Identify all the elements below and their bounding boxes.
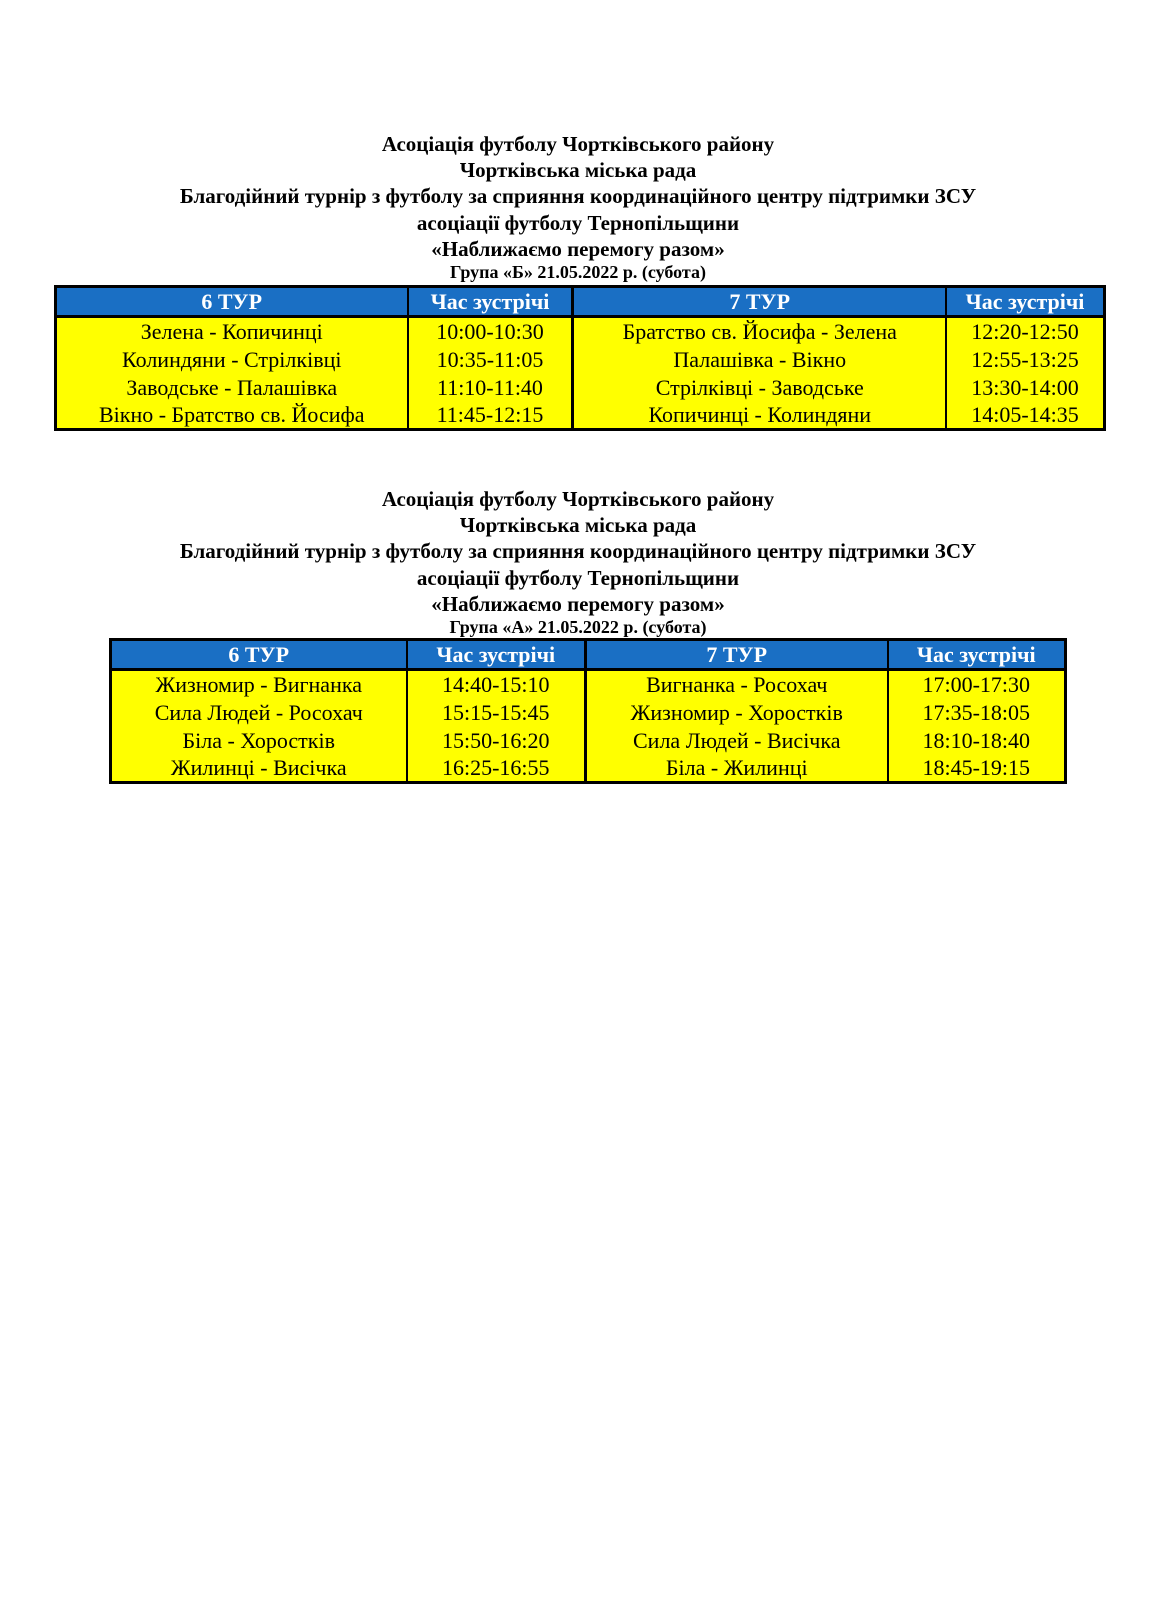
time-cell: 11:45-12:15 <box>408 402 573 430</box>
table-row <box>111 727 1066 755</box>
heading-line-tournament: Благодійний турнір з футболу за сприяння координаційного центру підтримки ЗСУ <box>179 184 977 209</box>
heading-line-council: Чортківська міська рада <box>459 513 697 538</box>
heading-line-association: Асоціація футболу Чортківського району <box>381 487 775 511</box>
table-row <box>56 346 1105 374</box>
time-cell: 14:05-14:35 <box>946 402 1104 430</box>
heading-line-association: Асоціація футболу Чортківського району <box>381 132 775 156</box>
schedule-table-group-a <box>109 638 1067 784</box>
column-header-round-6: 6 ТУР <box>111 640 407 670</box>
time-cell: 13:30-14:00 <box>946 374 1104 402</box>
table-row <box>111 670 1066 700</box>
time-cell: 10:35-11:05 <box>408 346 573 374</box>
column-header-round-7: 7 ТУР <box>573 287 946 317</box>
document-heading <box>0 486 1156 617</box>
column-header-match-time: Час зустрічі <box>408 287 573 317</box>
column-header-match-time: Час зустрічі <box>407 640 586 670</box>
time-cell: 17:35-18:05 <box>888 699 1066 727</box>
heading-line-tournament: Благодійний турнір з футболу за сприяння координаційного центру підтримки ЗСУ <box>179 539 977 564</box>
table-row <box>56 374 1105 402</box>
time-cell: 18:45-19:15 <box>888 755 1066 783</box>
match-cell: Копичинці - Колиндяни <box>573 402 946 430</box>
column-header-match-time: Час зустрічі <box>946 287 1104 317</box>
time-cell: 11:10-11:40 <box>408 374 573 402</box>
match-cell: Палашівка - Вікно <box>573 346 946 374</box>
column-header-round-6: 6 ТУР <box>56 287 408 317</box>
heading-line-federation: асоціації футболу Тернопільщини <box>416 210 740 235</box>
time-cell: 16:25-16:55 <box>407 755 586 783</box>
match-cell: Вигнанка - Росохач <box>586 670 888 700</box>
document-heading <box>0 131 1156 262</box>
match-cell: Сила Людей - Висічка <box>586 727 888 755</box>
match-cell: Братство св. Йосифа - Зелена <box>573 317 946 347</box>
schedule-block-group-b <box>0 131 1156 427</box>
heading-line-council: Чортківська міська рада <box>459 158 697 183</box>
match-cell: Жизномир - Вигнанка <box>111 670 407 700</box>
time-cell: 12:55-13:25 <box>946 346 1104 374</box>
table-row <box>111 699 1066 727</box>
match-cell: Сила Людей - Росохач <box>111 699 407 727</box>
table-row <box>56 317 1105 347</box>
heading-line-federation: асоціації футболу Тернопільщини <box>416 565 740 590</box>
match-cell: Жилинці - Висічка <box>111 755 407 783</box>
match-cell: Колиндяни - Стрілківці <box>56 346 408 374</box>
match-cell: Біла - Жилинці <box>586 755 888 783</box>
table-header-row <box>56 287 1105 317</box>
table-header-row <box>111 640 1066 670</box>
heading-line-slogan: «Наближаємо перемогу разом» <box>431 236 725 261</box>
heading-line-slogan: «Наближаємо перемогу разом» <box>431 591 725 616</box>
time-cell: 12:20-12:50 <box>946 317 1104 347</box>
column-header-round-7: 7 ТУР <box>586 640 888 670</box>
time-cell: 10:00-10:30 <box>408 317 573 347</box>
table-row <box>56 402 1105 430</box>
column-header-match-time: Час зустрічі <box>888 640 1066 670</box>
time-cell: 18:10-18:40 <box>888 727 1066 755</box>
time-cell: 17:00-17:30 <box>888 670 1066 700</box>
time-cell: 15:15-15:45 <box>407 699 586 727</box>
match-cell: Біла - Хоростків <box>111 727 407 755</box>
group-date-line: Група «А» 21.05.2022 р. (субота) <box>449 617 707 638</box>
match-cell: Заводське - Палашівка <box>56 374 408 402</box>
schedule-block-group-a <box>0 486 1156 780</box>
table-row <box>111 755 1066 783</box>
time-cell: 15:50-16:20 <box>407 727 586 755</box>
time-cell: 14:40-15:10 <box>407 670 586 700</box>
schedule-table-group-b <box>54 285 1106 431</box>
match-cell: Зелена - Копичинці <box>56 317 408 347</box>
match-cell: Жизномир - Хоростків <box>586 699 888 727</box>
match-cell: Стрілківці - Заводське <box>573 374 946 402</box>
match-cell: Вікно - Братство св. Йосифа <box>56 402 408 430</box>
group-date-line: Група «Б» 21.05.2022 р. (субота) <box>450 262 706 283</box>
